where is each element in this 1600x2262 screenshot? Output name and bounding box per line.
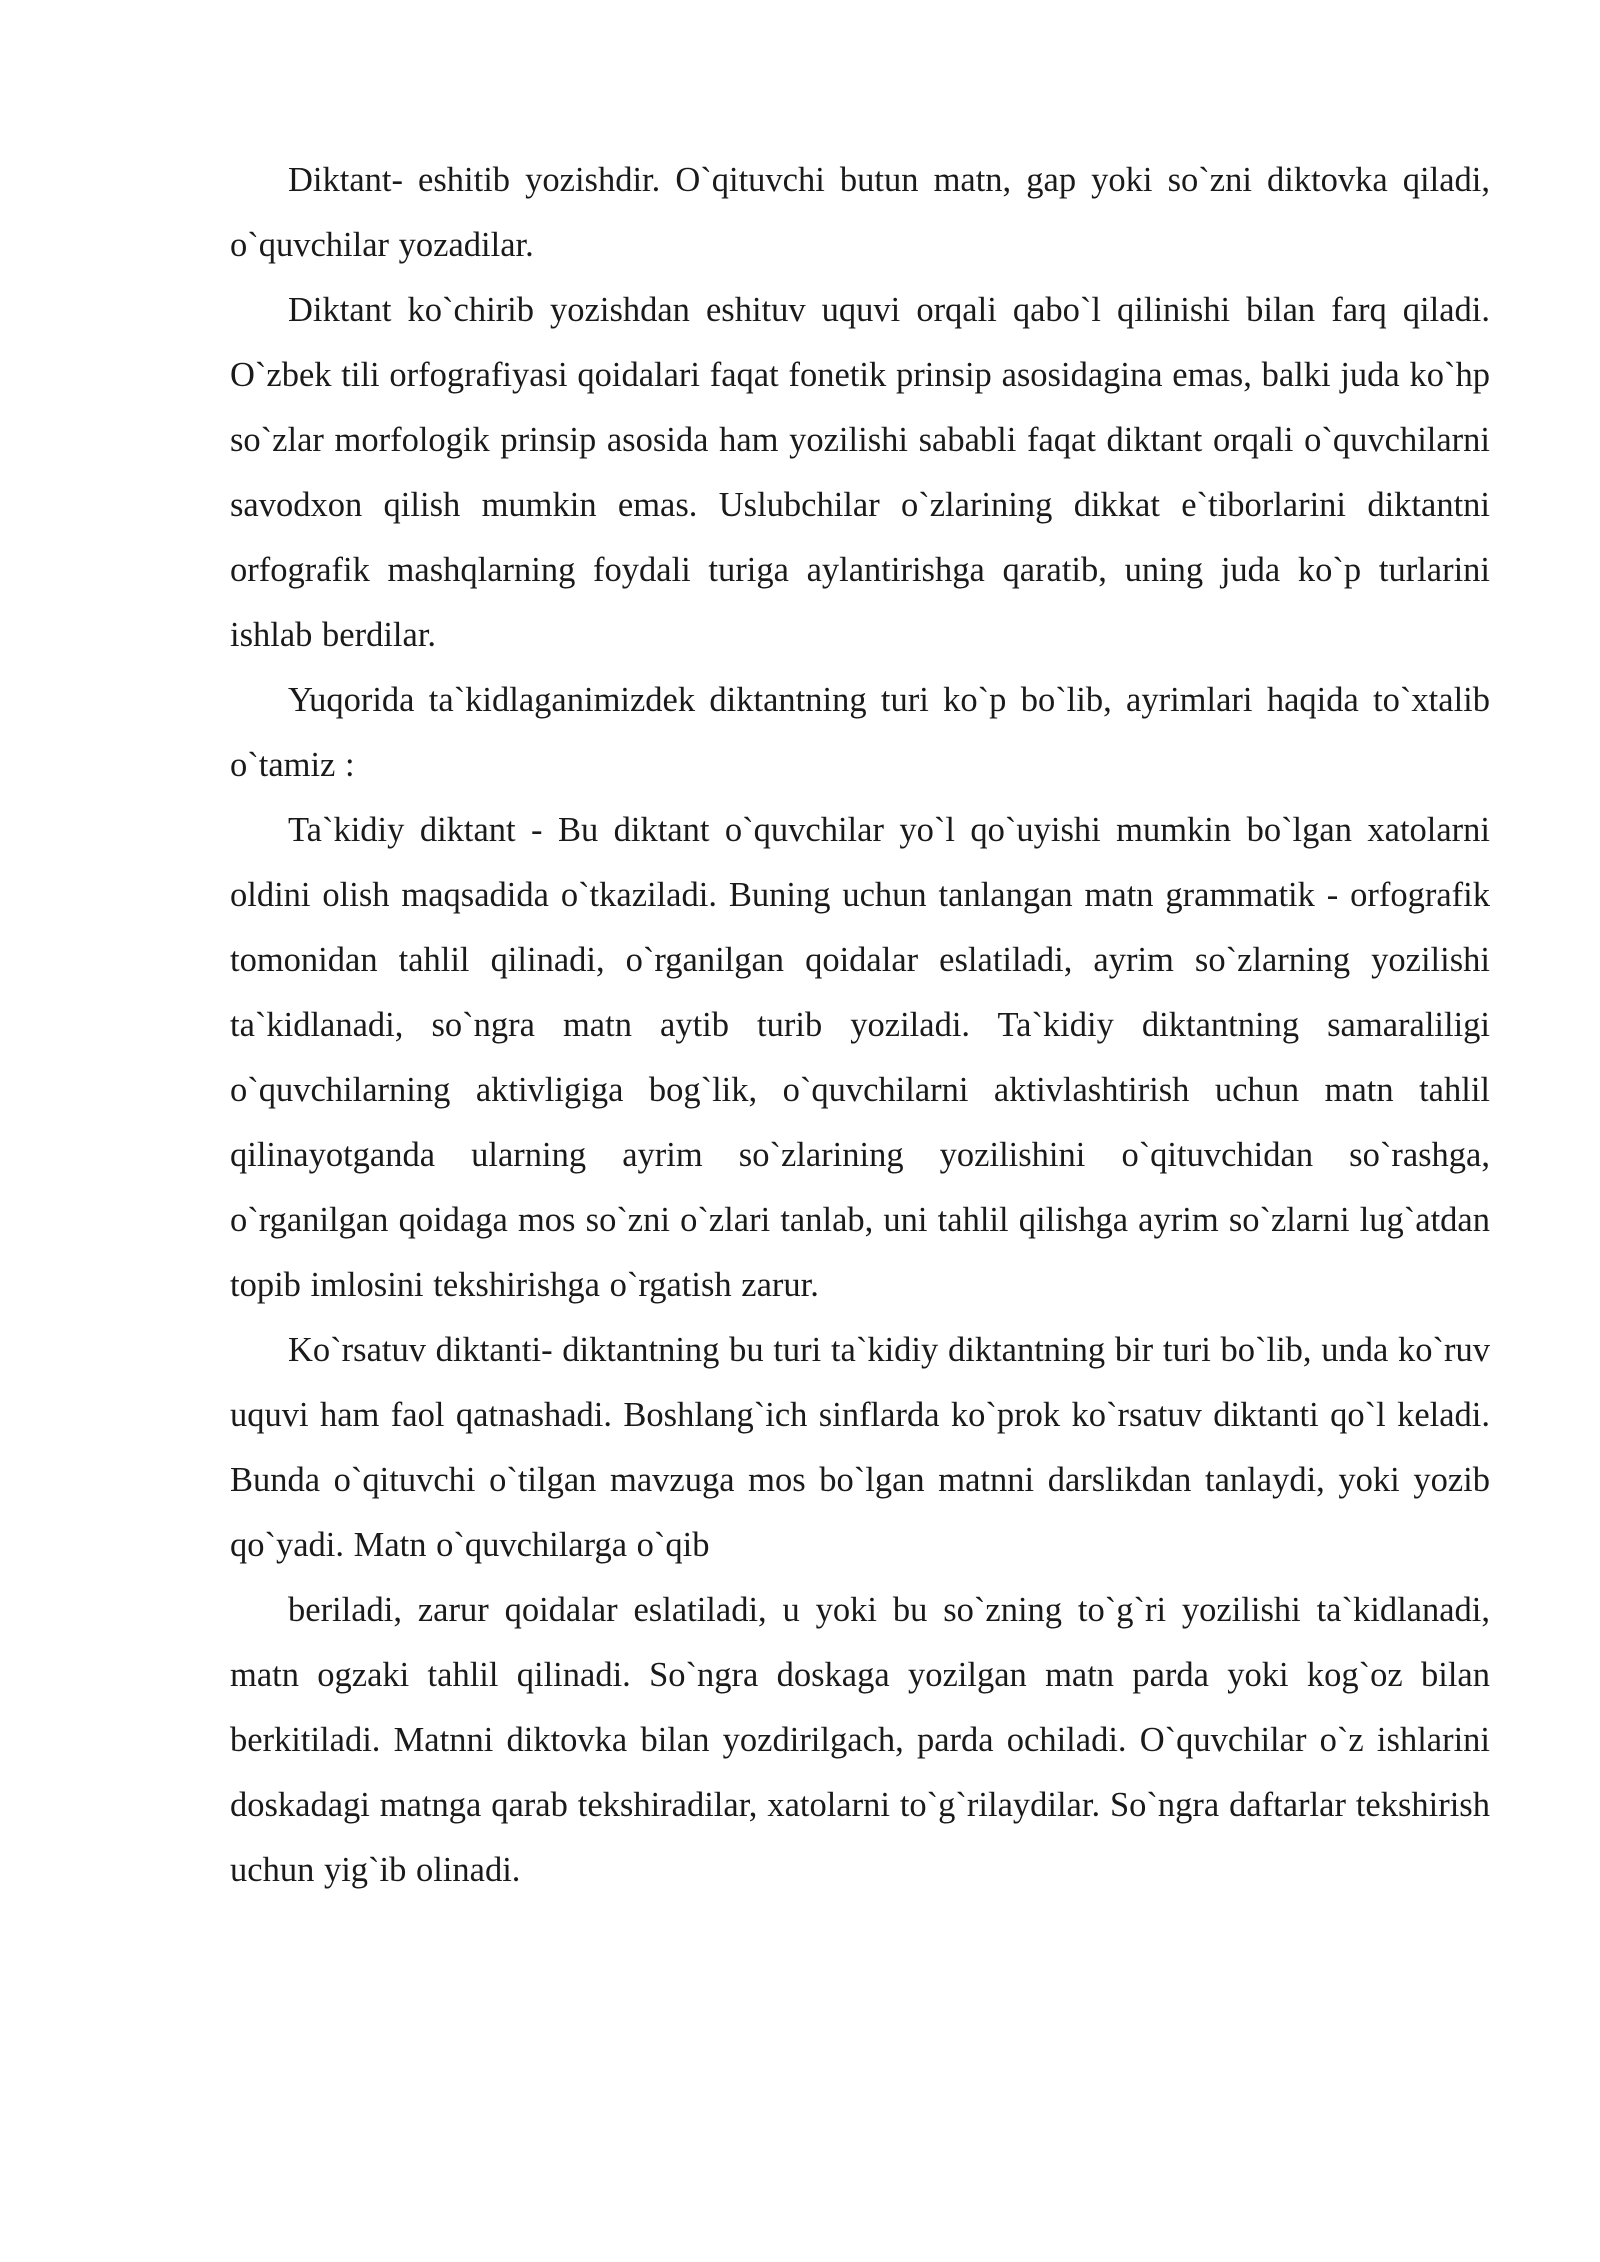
paragraph-takidiy-diktant: Ta`kidiy diktant - Bu diktant o`quvchilar yo`l qo`uyishi mumkin bo`lgan xatolarni oldini olish maqsadida o`tkaziladi. Buning uchun tanlangan matn grammatik - orfografik tomonidan tahlil qilinadi, o`rganilgan qoidalar eslatiladi, ayrim so`zlarning yozilishi ta`kidlanadi, so`ngra matn aytib turib yoziladi. Ta`kidiy diktantning samaraliligi o`quvchilarning aktivligiga bog`lik, o`quvchilarni aktivlashtirish uchun matn tahlil qilinayotganda ularning ayrim so`zlarining yozilishini o`qituvchidan so`rashga, o`rganilgan qoidaga mos so`zni o`zlari tanlab, uni tahlil qilishga ayrim so`zlarni lug`atdan topib imlosini tekshirishga o`rgatish zarur.	[230, 811, 1490, 1304]
paragraph-diktant-difference: Diktant ko`chirib yozishdan eshituv uquvi orqali qabo`l qilinishi bilan farq qiladi. O`zbek tili orfografiyasi qoidalari faqat fonetik prinsip asosidagina emas, balki juda ko`hp so`zlar morfologik prinsip asosida ham yozilishi sababli faqat diktant orqali o`quvchilarni savodxon qilish mumkin emas. Uslubchilar o`zlarining dikkat e`tiborlarini diktantni orfografik mashqlarning foydali turiga aylantirishga qaratib, uning juda ko`p turlarini ishlab berdilar.	[230, 291, 1490, 654]
paragraph-types-intro: Yuqorida ta`kidlaganimizdek diktantning turi ko`p bo`lib, ayrimlari haqida to`xtalib o`tamiz :	[230, 681, 1490, 784]
paragraph-korsatuv-continuation: beriladi, zarur qoidalar eslatiladi, u yoki bu so`zning to`g`ri yozilishi ta`kidlanadi, matn ogzaki tahlil qilinadi. So`ngra doskaga yozilgan matn parda yoki kog`oz bilan berkitiladi. Matnni diktovka bilan yozdirilgach, parda ochiladi. O`quvchilar o`z ishlarini doskadagi matnga qarab tekshiradilar, xatolarni to`g`rilaydilar. So`ngra daftarlar tekshirish uchun yig`ib olinadi.	[230, 1591, 1490, 1889]
paragraph-korsatuv-diktanti: Ko`rsatuv diktanti- diktantning bu turi ta`kidiy diktantning bir turi bo`lib, unda ko`ruv uquvi ham faol qatnashadi. Boshlang`ich sinflarda ko`prok ko`rsatuv diktanti qo`l keladi. Bunda o`qituvchi o`tilgan mavzuga mos bo`lgan matnni darslikdan tanlaydi, yoki yozib qo`yadi. Matn o`quvchilarga o`qib	[230, 1331, 1490, 1564]
paragraph-diktant-definition: Diktant- eshitib yozishdir. O`qituvchi butun matn, gap yoki so`zni diktovka qiladi, o`quvchilar yozadilar.	[230, 161, 1490, 264]
text-body	[230, 148, 1490, 1903]
